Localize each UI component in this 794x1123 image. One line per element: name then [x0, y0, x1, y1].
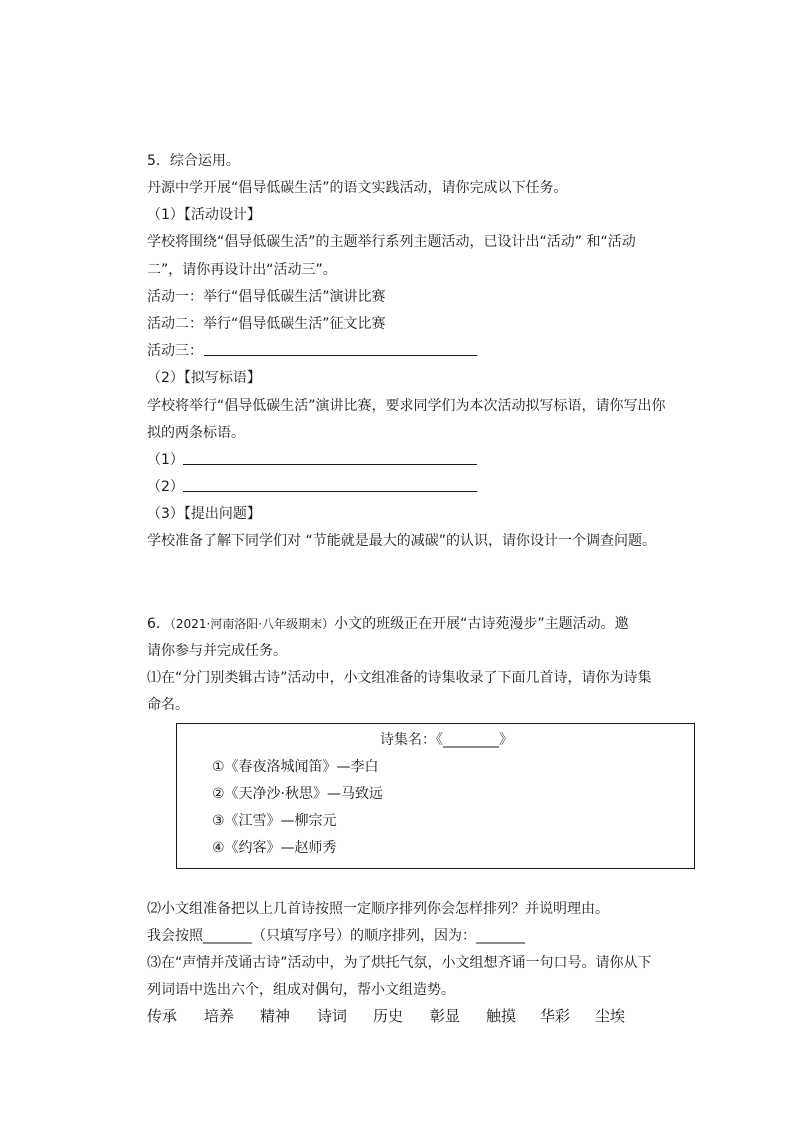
q5-part3-text: 学校准备了解下同学们对 “节能就是最大的减碳”的认识，请你设计一个调查问题。 — [147, 533, 656, 549]
word-item: 彰显 — [430, 1007, 461, 1025]
poem-collection-title: 诗集名：《________》 — [380, 732, 513, 748]
q6-heading-source: （2021·河南洛阳·八年级期末） — [169, 617, 335, 631]
q5-slogan2-label: （2） — [147, 479, 184, 495]
word-item: 历史 — [373, 1007, 404, 1025]
word-item: 尘埃 — [595, 1007, 626, 1025]
q6-sub3-a: ⑶在“声情并茂诵古诗”活动中，为了烘托气氛，小文组想齐诵一句口号。请你从下 — [147, 955, 652, 971]
word-item: 触摸 — [486, 1007, 517, 1025]
word-item: 培养 — [204, 1007, 235, 1025]
q5-part1-text-b: 二”，请你再设计出“活动三”。 — [147, 262, 337, 278]
q6-sub1-a: ⑴在“分门别类辑古诗”活动中，小文组准备的诗集收录了下面几首诗，请你为诗集 — [147, 670, 652, 686]
q6-heading-num: 6． — [147, 616, 170, 632]
q6-sub2: ⑵小文组准备把以上几首诗按照一定顺序排列你会怎样排列？并说明理由。 — [147, 901, 609, 917]
word-item: 精神 — [260, 1007, 291, 1025]
word-item: 诗词 — [317, 1007, 348, 1025]
q5-part1-title: （1）【活动设计】 — [147, 207, 261, 223]
word-item: 华彩 — [540, 1007, 571, 1025]
q5-activity1: 活动一：举行“倡导低碳生活”演讲比赛 — [147, 289, 386, 305]
q6-sub2-answer: 我会按照_______（只填写序号）的顺序排列，因为：_______ — [147, 928, 525, 944]
poem-item: ②《天净沙·秋思》—马致远 — [212, 786, 384, 802]
q5-activity2: 活动二：举行“倡导低碳生活”征文比赛 — [147, 316, 386, 332]
q5-part2-title: （2）【拟写标语】 — [147, 370, 261, 386]
q6-sub3-b: 列词语中选出六个，组成对偶句，帮小文组造势。 — [147, 982, 455, 998]
poem-item: ①《春夜洛城闻笛》—李白 — [212, 759, 379, 775]
activity3-answer-blank[interactable] — [204, 355, 477, 356]
q5-slogan1-label: （1） — [147, 452, 184, 468]
slogan2-answer-blank[interactable] — [183, 491, 477, 492]
q5-part1-text-a: 学校将围绕“倡导低碳生活”的主题举行系列主题活动，已设计出“活动” 和“活动 — [147, 234, 636, 250]
q5-heading: 5．综合运用。 — [147, 153, 240, 169]
q5-part3-title: （3）【提出问题】 — [147, 506, 261, 522]
word-item: 传承 — [147, 1007, 178, 1025]
q6-heading — [147, 614, 629, 634]
q5-part2-text-b: 拟的两条标语。 — [147, 425, 245, 441]
q5-activity3-label: 活动三： — [147, 343, 203, 359]
q6-heading-text-b: 请你参与并完成任务。 — [147, 643, 287, 659]
q6-sub1-b: 命名。 — [147, 697, 189, 713]
slogan1-answer-blank[interactable] — [183, 464, 477, 465]
poem-item: ④《约客》—赵师秀 — [212, 840, 337, 856]
q5-part2-text-a: 学校将举行“倡导低碳生活”演讲比赛，要求同学们为本次活动拟写标语，请你写出你 — [147, 398, 666, 414]
q5-intro: 丹源中学开展“倡导低碳生活”的语文实践活动，请你完成以下任务。 — [147, 180, 568, 196]
q6-heading-text-a: 小文的班级正在开展“古诗苑漫步”主题活动。邀 — [334, 616, 629, 632]
poem-item: ③《江雪》—柳宗元 — [212, 813, 337, 829]
